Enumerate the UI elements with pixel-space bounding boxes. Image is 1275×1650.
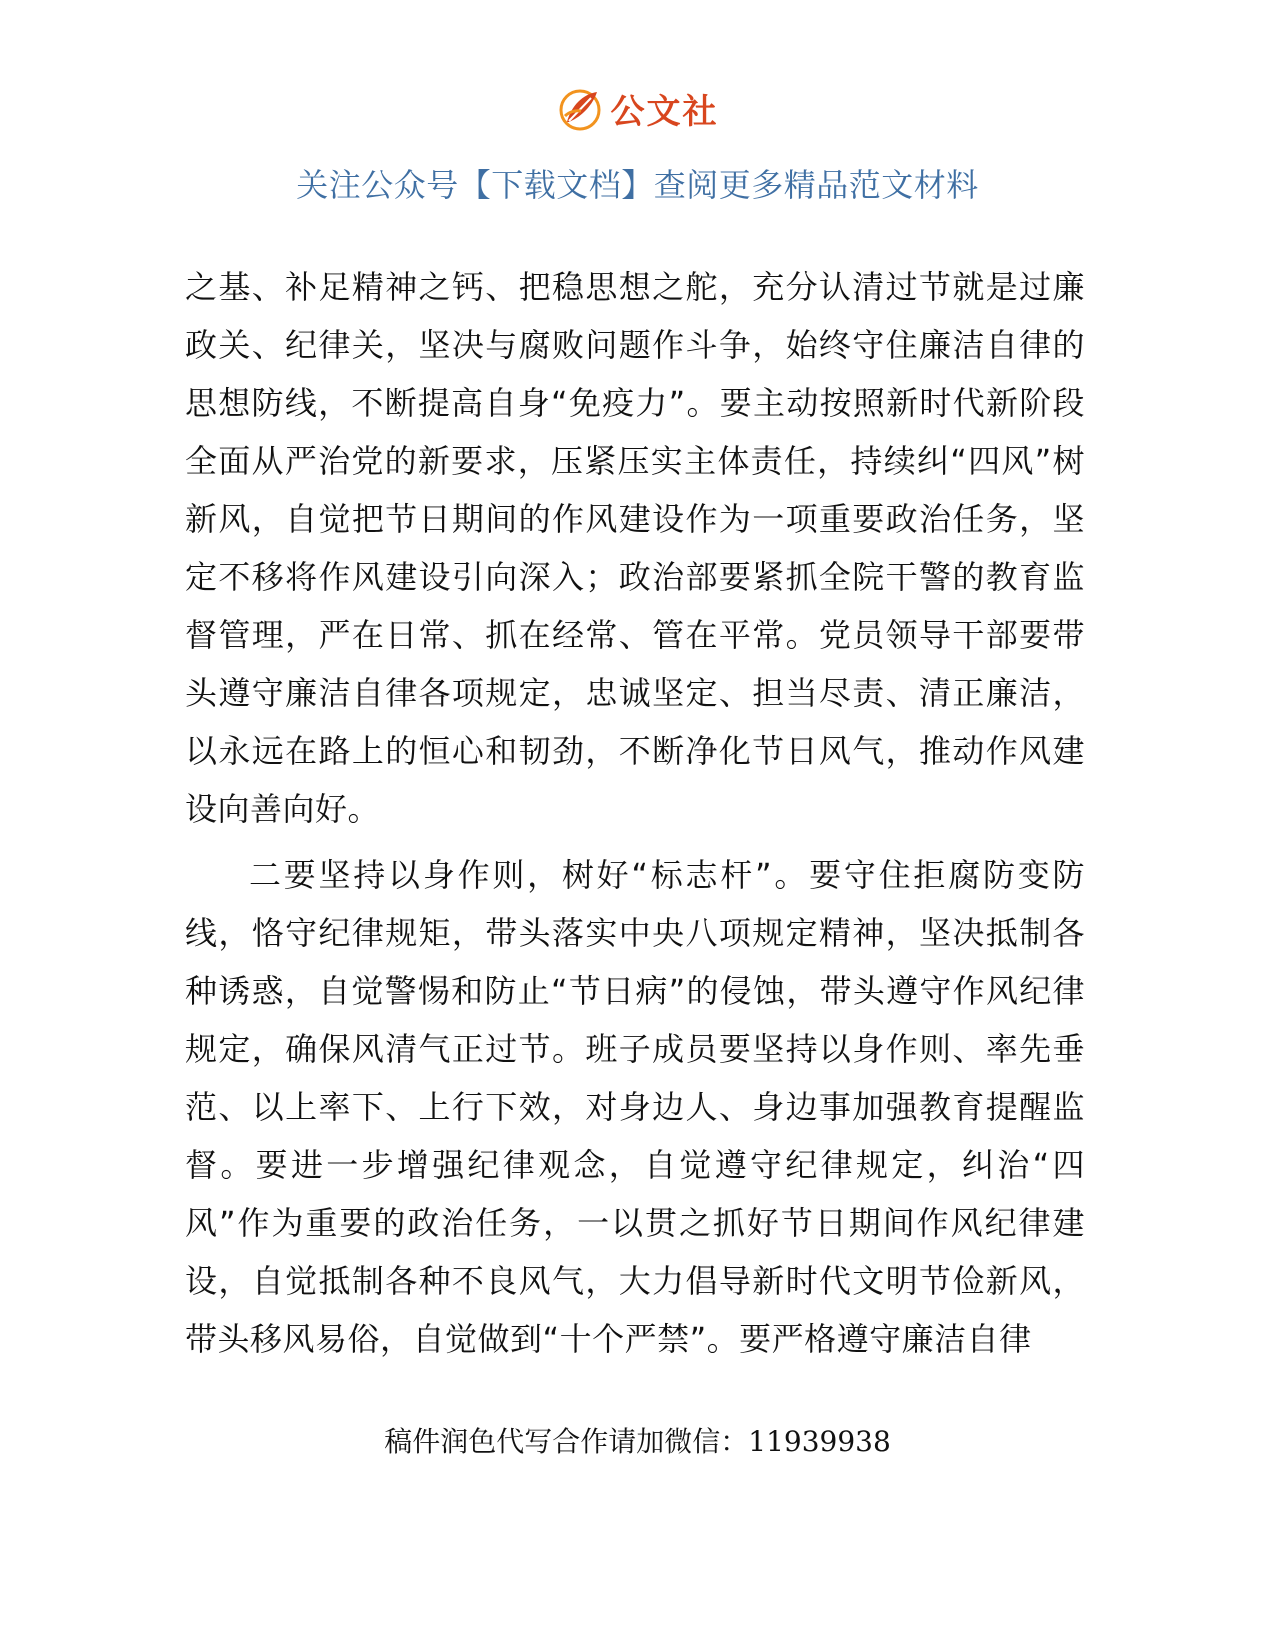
- page-header: [0, 84, 1275, 136]
- paragraph-2: 二要坚持以身作则，树好“标志杆”。要守住拒腐防变防线，恪守纪律规矩，带头落实中央八项规定精神，坚决抵制各种诱惑，自觉警惕和防止“节日病”的侵蚀，带头遵守作风纪律规定，确保风清气正过节。班子成员要坚持以身作则、率先垂范、以上率下、上行下效，对身边人、身边事加强教育提醒监督。要进一步增强纪律观念，自觉遵守纪律规定，纠治“四风”作为重要的政治任务，一以贯之抓好节日期间作风纪律建设，自觉抵制各种不良风气，大力倡导新时代文明节俭新风，带头移风易俗，自觉做到“十个严禁”。要严格遵守廉洁自律: [185, 856, 1085, 1358]
- page-footer: [0, 1420, 1275, 1460]
- leaf-pen-logo-icon: [557, 86, 603, 132]
- promo-subtitle: 关注公众号【下载文档】查阅更多精品范文材料: [296, 166, 979, 204]
- footer-wechat-id: 11939938: [748, 1425, 891, 1458]
- footer-label: 稿件润色代写合作请加微信：: [384, 1425, 749, 1458]
- paragraph-1: 之基、补足精神之钙、把稳思想之舵，充分认清过节就是过廉政关、纪律关，坚决与腐败问题作斗争，始终守住廉洁自律的思想防线，不断提高自身“免疫力”。要主动按照新时代新阶段全面从严治党的新要求，压紧压实主体责任，持续纠“四风”树新风，自觉把节日期间的作风建设作为一项重要政治任务，坚定不移将作风建设引向深入；政治部要紧抓全院干警的教育监督管理，严在日常、抓在经常、管在平常。党员领导干部要带头遵守廉洁自律各项规定，忠诚坚定、担当尽责、清正廉洁，以永远在路上的恒心和韧劲，不断净化节日风气，推动作风建设向善向好。: [185, 268, 1085, 828]
- brand-logo: [557, 84, 719, 133]
- logo-text: 公文社: [610, 92, 719, 132]
- document-body: [185, 258, 1085, 1376]
